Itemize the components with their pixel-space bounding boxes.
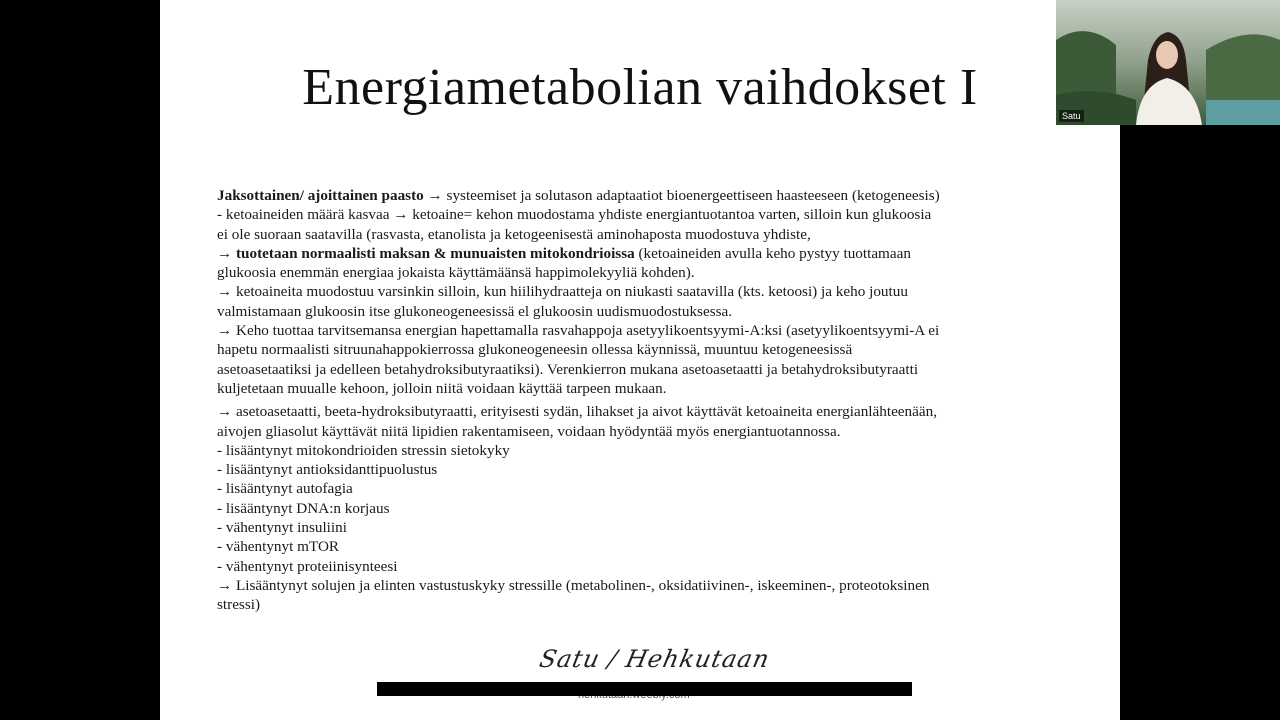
slide-body <box>217 186 1077 615</box>
slide-line-text: - vähentynyt mTOR <box>217 538 340 556</box>
slide-line <box>217 422 1077 441</box>
slide-line <box>217 244 1077 263</box>
slide-line <box>217 379 1077 398</box>
slide-line <box>217 460 1077 479</box>
slide-line-text: → ketoaineita muodostuu varsinkin silloin, kun hiilihydraatteja on niukasti saatavilla (kts. ketoosi) ja keho joutuu <box>217 283 908 301</box>
slide-line <box>217 282 1077 301</box>
slide-line-text: → Keho tuottaa tarvitsemansa energian hapettamalla rasvahappoja asetyylikoentsyymi-A:ksi (asetyylikoentsyymi-A ei <box>217 322 940 340</box>
slide-line <box>217 441 1077 460</box>
participant-video-tile[interactable] <box>1056 0 1280 125</box>
participant-name: Satu <box>1059 110 1084 122</box>
slide-line <box>217 321 1077 340</box>
slide-line <box>217 518 1077 537</box>
caption-bar <box>377 682 912 696</box>
slide-line <box>217 340 1077 359</box>
slide-line-text: valmistamaan glukoosin itse glukoneogeneesissä el glukoosin uudismuodostuksessa. <box>217 302 733 320</box>
slide-line-bold: Jaksottainen/ ajoittainen paasto <box>217 187 424 204</box>
slide-line <box>217 557 1077 576</box>
slide-line <box>217 402 1077 421</box>
signature-logo: Satu / Hehkutaan <box>537 645 773 673</box>
slide-line <box>217 205 1077 224</box>
slide-line-text: aivojen gliasolut käyttävät niitä lipidien rakentamiseen, voidaan hyödyntää myös energiantuotannossa. <box>217 422 841 440</box>
slide-line-text: glukoosia enemmän energiaa jokaista käyttämäänsä happimolekyyliä kohden). <box>217 264 695 282</box>
video-feed <box>1056 0 1280 125</box>
slide-line-text: hapetu normaalisti sitruunahappokierrossa glukoneogeneesin ollessa käynnissä, muuntuu ketogeneesissä <box>217 341 853 359</box>
presentation-slide <box>160 0 1120 720</box>
slide-line-text: - lisääntynyt antioksidanttipuolustus <box>217 461 438 479</box>
slide-line-bold: → tuotetaan normaalisti maksan & munuaisten mitokondrioissa <box>217 244 635 262</box>
slide-line-text: kuljetetaan muualle kehoon, jolloin niitä voidaan käyttää tarpeen mukaan. <box>217 379 667 397</box>
slide-line <box>217 479 1077 498</box>
slide-line-text: ei ole suoraan saatavilla (rasvasta, etanolista ja ketogeenisestä aminohaposta muodostuva yhdiste, <box>217 225 811 243</box>
slide-line <box>217 302 1077 321</box>
slide-line-text: - ketoaineiden määrä kasvaa → ketoaine= kehon muodostama yhdiste energiantuotantoa varten, silloin kun glukoosia <box>217 206 932 224</box>
slide-line-text: - lisääntynyt DNA:n korjaus <box>217 499 390 517</box>
slide-line-text: stressi) <box>217 596 261 614</box>
slide-line <box>217 360 1077 379</box>
slide-line <box>217 499 1077 518</box>
slide-title: Energiametabolian vaihdokset I <box>302 59 978 116</box>
slide-line <box>217 595 1077 614</box>
slide-line <box>217 263 1077 282</box>
slide-line-text: → asetoasetaatti, beeta-hydroksibutyraatti, erityisesti sydän, lihakset ja aivot käyttävät ketoaineita energianlähteenään, <box>217 403 938 421</box>
slide-line <box>217 225 1077 244</box>
slide-line <box>217 537 1077 556</box>
slide-line <box>217 186 1077 205</box>
slide-line-text: asetoasetaatiksi ja edelleen betahydroksibutyraatiksi). Verenkierron mukana asetoasetaatti ja betahydroksibutyraatti <box>217 360 919 378</box>
slide-line <box>217 576 1077 595</box>
slide-line-text: - vähentynyt insuliini <box>217 519 347 537</box>
slide-line-text: → Lisääntynyt solujen ja elinten vastustuskyky stressille (metabolinen-, oksidatiivinen-, iskeeminen-, proteotoksinen <box>217 576 930 594</box>
slide-line-text: - lisääntynyt mitokondrioiden stressin sietokyky <box>217 441 510 459</box>
slide-line-text: → systeemiset ja solutason adaptaatiot bioenergeettiseen haasteeseen (ketogeneesis) <box>423 187 940 204</box>
slide-line-text: (ketoaineiden avulla keho pystyy tuottamaan <box>634 244 911 262</box>
slide-line-text: - lisääntynyt autofagia <box>217 480 353 498</box>
slide-line-text: - vähentynyt proteiinisynteesi <box>217 557 398 575</box>
